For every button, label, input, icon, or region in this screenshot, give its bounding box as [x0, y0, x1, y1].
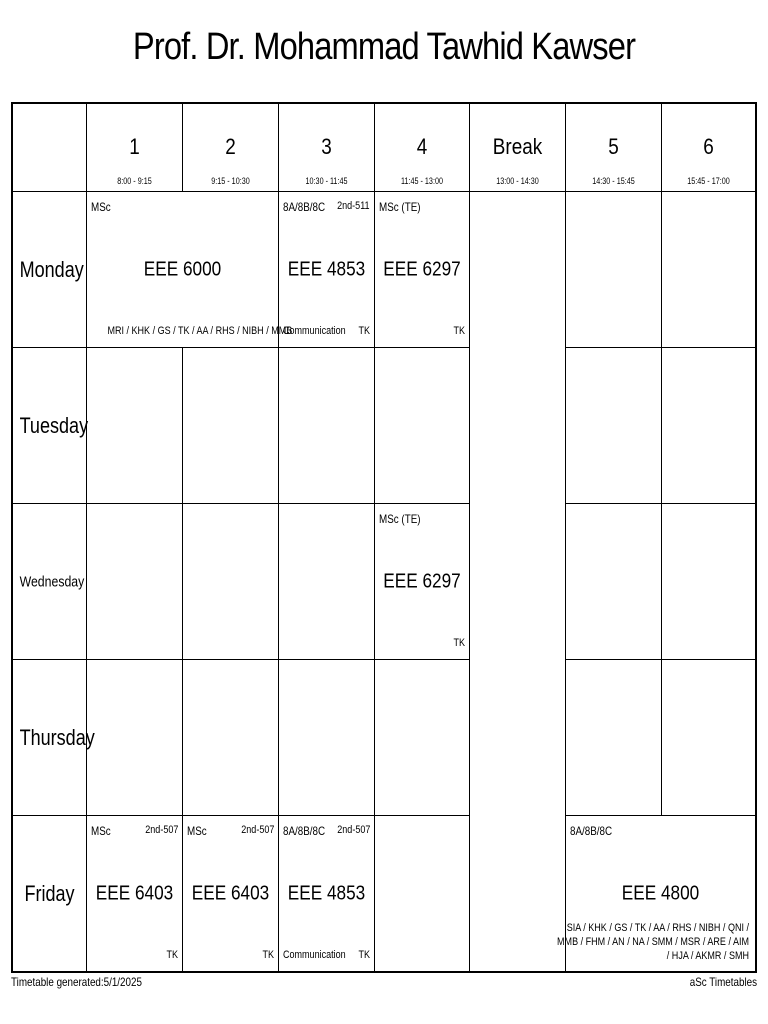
class-teacher: TK [166, 949, 178, 961]
class-teachers: SIA / KHK / GS / TK / AA / RHS / NIBH / QNI / MMB / FHM / AN / NA / SMM / MSR / ARE / AIM / HJA / AKMR / SMH [557, 922, 749, 962]
class-group: 8A/8B/8C [283, 824, 326, 838]
class-cell-wednesday-4[interactable] [375, 504, 469, 659]
class-teacher: TK [358, 949, 370, 961]
period-header-1 [87, 104, 182, 191]
day-label: Thursday [19, 724, 95, 750]
class-cell-monday-4[interactable] [375, 192, 469, 347]
period-number: 1 [129, 134, 140, 159]
class-group: MSc (TE) [379, 512, 421, 526]
period-number: 4 [416, 134, 428, 159]
generated-date: Timetable generated:5/1/2025 [11, 975, 142, 989]
period-number: 2 [225, 134, 236, 159]
day-tuesday [13, 348, 89, 503]
day-wednesday [13, 504, 86, 659]
course-code: EEE 6403 [95, 882, 174, 904]
period-number: 5 [608, 134, 619, 159]
day-thursday [13, 660, 95, 815]
period-header-break [470, 104, 565, 191]
course-code: EEE 6297 [383, 258, 461, 280]
day-friday [13, 816, 86, 971]
period-number: 3 [321, 134, 332, 159]
course-code: EEE 6297 [383, 570, 461, 592]
class-group: MSc (TE) [379, 200, 421, 214]
period-number: Break [492, 134, 543, 159]
class-group: MSc [91, 824, 111, 838]
period-time: 10:30 - 11:45 [305, 176, 348, 186]
course-code: EEE 6000 [143, 258, 222, 280]
period-time: 8:00 - 9:15 [117, 176, 152, 186]
class-teacher: TK [358, 325, 370, 337]
class-cell-monday-3[interactable] [279, 192, 374, 347]
page-title: Prof. Dr. Mohammad Tawhid Kawser [132, 26, 636, 68]
class-cell-friday-3[interactable] [279, 816, 374, 971]
period-time: 15:45 - 17:00 [687, 176, 730, 186]
class-teacher: TK [453, 325, 465, 337]
class-room: 2nd-507 [240, 824, 274, 836]
period-time: 14:30 - 15:45 [592, 176, 635, 186]
course-code: EEE 4853 [287, 258, 366, 280]
day-label: Friday [24, 880, 75, 906]
class-room: 2nd-511 [337, 200, 370, 212]
period-number: 6 [703, 134, 714, 159]
class-cell-monday-1-2[interactable] [87, 192, 293, 347]
class-group: 8A/8B/8C [283, 200, 326, 214]
timetable-grid [11, 102, 757, 973]
day-label: Monday [19, 256, 84, 282]
course-code: EEE 4853 [287, 882, 366, 904]
day-label: Tuesday [19, 412, 89, 438]
software-credit: aSc Timetables [689, 975, 757, 989]
class-teacher: TK [262, 949, 274, 961]
class-cell-friday-2[interactable] [183, 816, 278, 971]
class-teacher: TK [453, 637, 465, 649]
grid-line [565, 659, 755, 660]
class-cell-friday-5-6[interactable] [557, 816, 755, 971]
day-monday [13, 192, 86, 347]
class-group: 8A/8B/8C [570, 824, 613, 838]
period-header-5 [566, 104, 661, 191]
class-group: MSc [187, 824, 207, 838]
grid-line [565, 347, 755, 348]
class-teachers: MRI / KHK / GS / TK / AA / RHS / NIBH / MMB [107, 325, 293, 337]
period-header-2 [183, 104, 278, 191]
course-code: EEE 4800 [621, 882, 700, 905]
period-header-6 [662, 104, 755, 191]
grid-line [469, 104, 470, 971]
period-header-3 [279, 104, 374, 191]
class-group: MSc [91, 200, 111, 214]
period-time: 11:45 - 13:00 [401, 176, 443, 186]
course-code: EEE 6403 [191, 882, 270, 904]
period-time: 13:00 - 14:30 [496, 176, 539, 186]
day-label: Wednesday [19, 573, 85, 590]
class-cell-friday-1[interactable] [87, 816, 182, 971]
grid-line [565, 503, 755, 504]
class-subject: Communication [283, 949, 346, 961]
class-room: 2nd-507 [144, 824, 178, 836]
class-subject: Communication [283, 325, 346, 337]
grid-line [661, 104, 662, 815]
class-room: 2nd-507 [336, 824, 370, 836]
period-time: 9:15 - 10:30 [211, 176, 250, 186]
period-header-4 [375, 104, 469, 191]
